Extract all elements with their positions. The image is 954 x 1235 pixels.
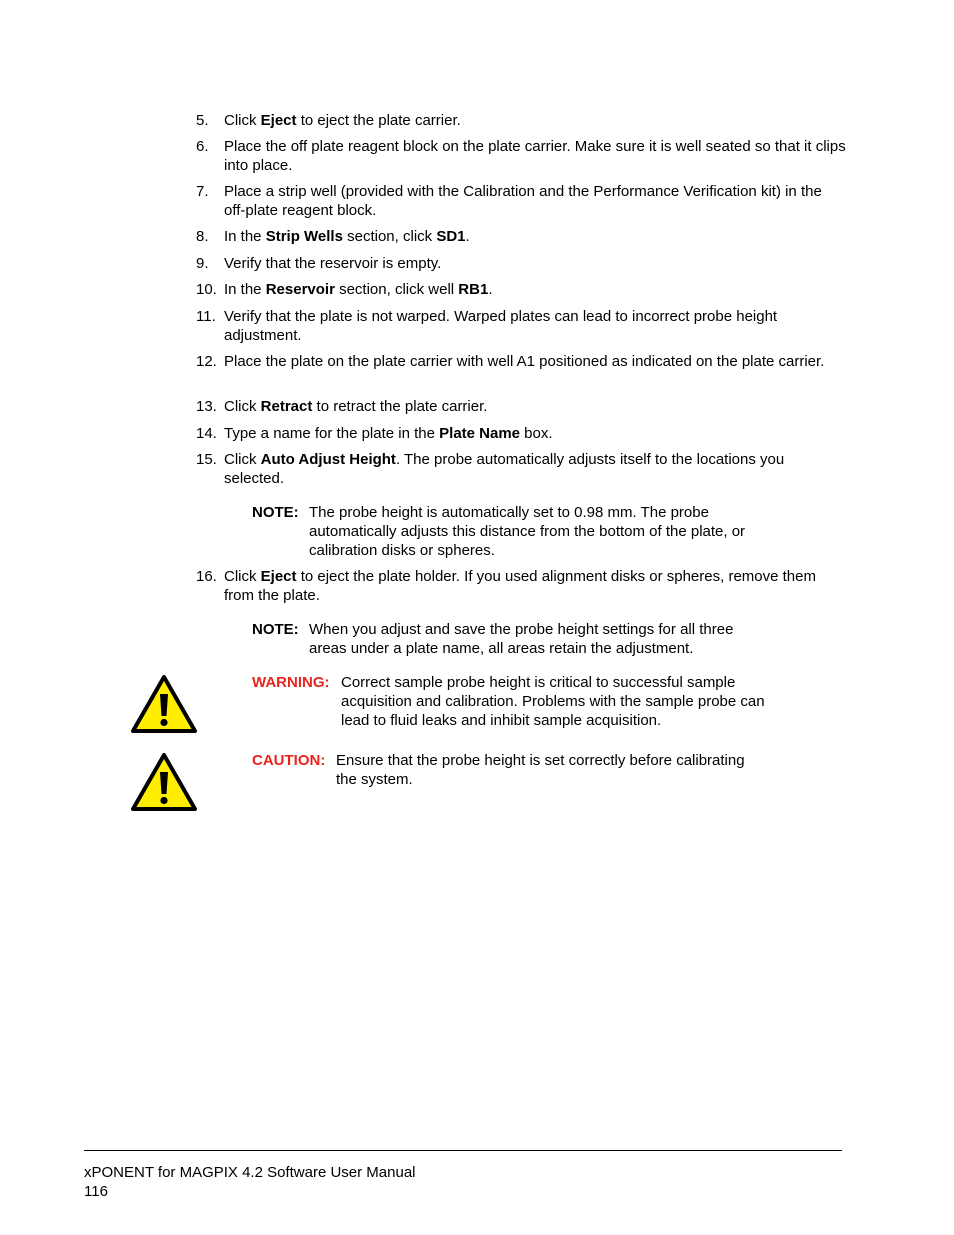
note-text: The probe height is automatically set to 0.98 mm. The probe automatically adjusts this distance from the bottom of the plate, or calibration disks or spheres.	[309, 504, 746, 559]
bold-term: Plate Name	[439, 425, 521, 442]
note-label: NOTE:	[252, 504, 299, 521]
step-number: 8.	[196, 228, 209, 245]
step-text: Click Retract to retract the plate carrier.	[224, 398, 488, 415]
step-number: 16.	[196, 568, 217, 585]
step-text: Type a name for the plate in the Plate Name box.	[224, 425, 553, 442]
note-label: NOTE:	[252, 621, 299, 638]
step-text: In the Reservoir section, click well RB1.	[224, 281, 493, 298]
note-text: When you adjust and save the probe height settings for all three areas under a plate name, all areas retain the adjustment.	[309, 621, 734, 657]
step-5	[196, 111, 846, 130]
page-number: 116	[84, 1183, 108, 1200]
step-number: 15.	[196, 451, 217, 468]
step-number: 14.	[196, 425, 217, 442]
footer-title: xPONENT for MAGPIX 4.2 Software User Manual	[84, 1164, 416, 1181]
step-text: Verify that the reservoir is empty.	[224, 255, 442, 272]
step-7	[196, 182, 846, 220]
bold-term: Eject	[260, 112, 297, 129]
bold-term: Strip Wells	[265, 228, 343, 245]
step-text: Click Eject to eject the plate carrier.	[224, 112, 461, 129]
step-number: 5.	[196, 112, 209, 129]
step-number: 10.	[196, 281, 217, 298]
note-probe-height	[252, 503, 772, 560]
step-6	[196, 137, 846, 175]
warning-block	[252, 673, 792, 730]
step-number: 13.	[196, 398, 217, 415]
bold-term: Auto Adjust Height	[260, 451, 396, 468]
step-number: 12.	[196, 353, 217, 370]
step-text: Verify that the plate is not warped. Warped plates can lead to incorrect probe height adjustment.	[224, 308, 778, 344]
step-11	[196, 307, 846, 345]
caution-triangle-icon	[130, 752, 198, 812]
step-text: In the Strip Wells section, click SD1.	[224, 228, 470, 245]
step-text: Place a strip well (provided with the Calibration and the Performance Verification kit) in the off-plate reagent block.	[224, 183, 822, 219]
warning-text: Correct sample probe height is critical to successful sample acquisition and calibration. Problems with the sample probe can lead to fluid leaks and inhibit sample acquisition.	[341, 674, 765, 729]
bold-term: Eject	[260, 568, 297, 585]
step-number: 6.	[196, 138, 209, 155]
caution-block	[252, 751, 792, 789]
bold-term: Retract	[260, 398, 313, 415]
bold-term: RB1	[458, 281, 489, 298]
step-text: Click Auto Adjust Height. The probe automatically adjusts itself to the locations you selected.	[224, 451, 785, 487]
step-8	[196, 227, 846, 246]
step-number: 7.	[196, 183, 209, 200]
bold-term: SD1	[436, 228, 466, 245]
warning-triangle-icon	[130, 674, 198, 734]
step-14	[196, 424, 846, 443]
step-text: Place the plate on the plate carrier with well A1 positioned as indicated on the plate carrier.	[224, 353, 825, 370]
step-13	[196, 397, 846, 416]
step-number: 11.	[196, 308, 216, 325]
warning-label: WARNING:	[252, 674, 330, 691]
step-number: 9.	[196, 255, 209, 272]
bold-term: Reservoir	[265, 281, 335, 298]
caution-text: Ensure that the probe height is set correctly before calibrating the system.	[336, 752, 745, 788]
step-16	[196, 567, 846, 605]
footer-divider	[84, 1150, 842, 1151]
note-adjust-save	[252, 620, 772, 658]
step-text: Click Eject to eject the plate holder. If you used alignment disks or spheres, remove them from the plate.	[224, 568, 816, 604]
step-9	[196, 254, 846, 273]
step-15	[196, 450, 846, 488]
step-12	[196, 352, 846, 371]
step-10	[196, 280, 846, 299]
step-text: Place the off plate reagent block on the plate carrier. Make sure it is well seated so that it clips into place.	[224, 138, 846, 174]
caution-label: CAUTION:	[252, 752, 326, 769]
